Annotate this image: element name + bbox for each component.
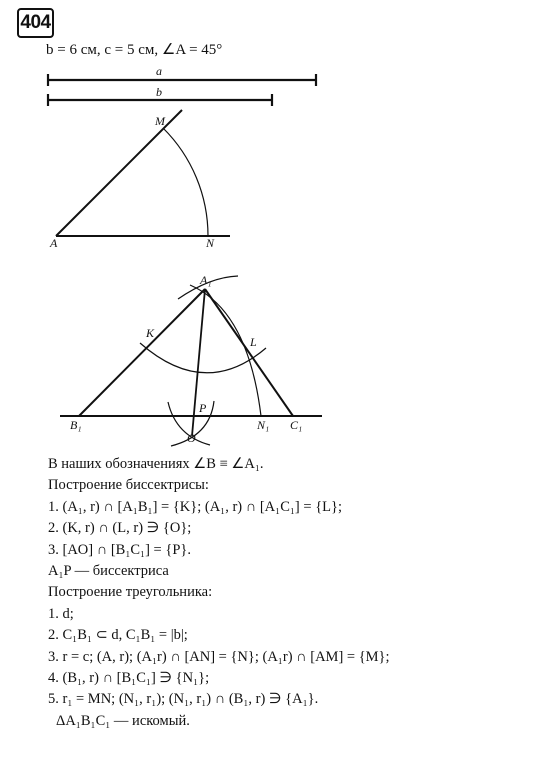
arc-MN (163, 128, 208, 236)
label-B1: B₁ (70, 418, 82, 432)
label-P: P (199, 401, 207, 415)
given-values: b = 6 см, c = 5 см, ∠A = 45° (46, 42, 223, 58)
triangle-step-3: 3. r = c; (A, r); (A₁r) ∩ [AN] = {N}; (A₁r) ∩ [AM] = {M}; (48, 648, 390, 665)
arc-B1-radius-r (190, 285, 261, 416)
label-A1: A₁ (200, 273, 212, 287)
triangle-result: ΔA₁B₁C₁ — искомый. (56, 712, 190, 729)
label-N: N (206, 236, 215, 250)
label-L: L (250, 335, 257, 349)
segment-a (48, 74, 316, 86)
triangle-heading: Построение треугольника: (48, 584, 213, 601)
angle-figure (56, 110, 230, 236)
triangle-figure (60, 276, 322, 446)
side-A1B1 (79, 289, 205, 416)
label-N1: N₁ (257, 418, 270, 432)
bisector-step-1: 1. (A₁, r) ∩ [A₁B₁] = {K}; (A₁, r) ∩ [A₁C₁] = {L}; (48, 498, 342, 515)
label-O: O (187, 431, 196, 445)
triangle-step-4: 4. (B₁, r) ∩ [B₁C₁] ∋ {N₁}; (48, 670, 210, 687)
label-C1: C₁ (290, 418, 303, 432)
arc-A1-radius-r (140, 343, 266, 373)
label-a: a (156, 64, 162, 78)
label-M: M (155, 114, 165, 128)
solution-text (48, 454, 528, 732)
problem-number-badge: 404 (17, 8, 54, 38)
triangle-step-2: 2. C₁B₁ ⊂ d, C₁B₁ = |b|; (48, 627, 188, 644)
label-A: A (50, 236, 58, 250)
notation-line: В наших обозначениях ∠B ≡ ∠A₁. (48, 456, 264, 472)
bisector-step-2: 2. (K, r) ∩ (L, r) ∋ {O}; (48, 520, 192, 537)
label-K: K (146, 326, 155, 340)
triangle-step-1: 1. d; (48, 605, 74, 622)
bisector-result: A₁P — биссектриса (48, 563, 169, 580)
triangle-step-5: 5. r₁ = MN; (N₁, r₁); (N₁, r₁) ∩ (B₁, r) ∋ {A₁}. (48, 691, 319, 708)
bisector-step-3: 3. [AO] ∩ [B₁C₁] = {P}. (48, 541, 191, 558)
label-b: b (156, 85, 162, 99)
side-A1C1 (205, 289, 293, 416)
bisector-heading: Построение биссектрисы: (48, 477, 209, 494)
